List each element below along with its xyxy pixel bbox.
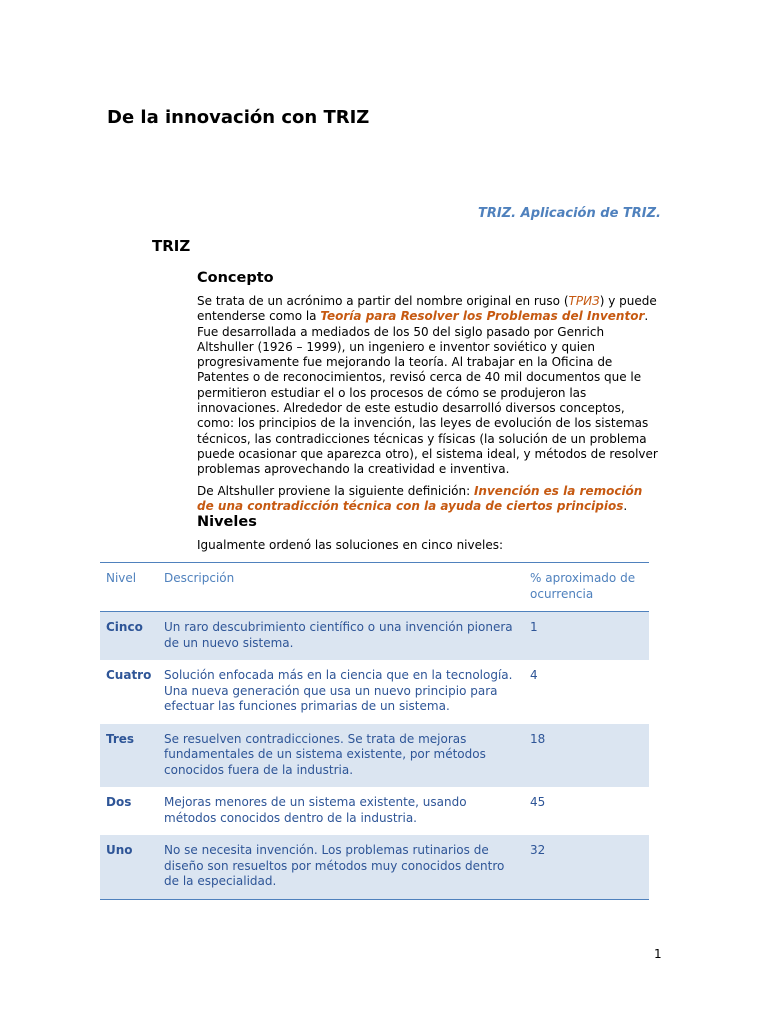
row-descripcion: Mejoras menores de un sistema existente, usando métodos conocidos dentro de la industria. <box>164 795 467 825</box>
theory-term: Teoría para Resolver los Problemas del Inventor <box>320 309 645 324</box>
row-pct: 4 <box>530 668 538 682</box>
document-title: De la innovación con TRIZ <box>107 107 370 128</box>
row-descripcion: Solución enfocada más en la ciencia que en la tecnología. Una nueva generación que usa un nuevo principio para efectuar las funciones primarias de un sistema. <box>164 668 513 713</box>
header-nivel: Nivel <box>100 563 158 612</box>
row-nivel: Cuatro <box>106 668 152 682</box>
header-ocurrencia: % aproximado de ocurrencia <box>524 563 649 612</box>
invention-definition: Invención es la remoción de una contradicción técnica con la ayuda de ciertos principios <box>197 483 643 513</box>
row-descripcion: Un raro descubrimiento científico o una invención pionera de un nuevo sistema. <box>158 612 524 661</box>
table-row <box>100 724 649 788</box>
page-number: 1 <box>654 947 662 961</box>
russian-term: ТРИЗ <box>568 294 600 308</box>
reference-link[interactable]: TRIZ. Aplicación de TRIZ. <box>478 206 661 221</box>
row-pct: 1 <box>524 612 649 661</box>
table-row <box>100 787 649 835</box>
row-descripcion: Se resuelven contradicciones. Se trata de mejoras fundamentales de un sistema existente, por métodos conocidos fuera de la industria. <box>158 724 524 788</box>
row-pct: 32 <box>524 835 649 899</box>
header-descripcion: Descripción <box>158 563 524 612</box>
row-nivel: Cinco <box>100 612 158 661</box>
table-row <box>100 835 649 899</box>
row-nivel: Uno <box>100 835 158 899</box>
concepto-section <box>197 270 663 520</box>
niveles-section <box>197 514 663 559</box>
table-row <box>100 612 649 661</box>
concepto-paragraph: Se trata de un acrónimo a partir del nombre original en ruso (ТРИЗ) y puede entenderse como la Teoría para Resolver los Problemas del Inventor. Fue desarrollada a mediados de los 50 del siglo pasado por Genrich Altshuller (1926 – 1999), un ingeniero e inventor soviético y quien progresivamente fue mejorando la teoría. Al trabajar en la Oficina de Patentes o de reconocimientos, revisó cerca de 40 mil documentos que le permitieron estudiar el o los procesos de cómo se produjeron las innovaciones. Alrededor de este estudio desarrolló diversos conceptos, como: los principios de la invención, las leyes de evolución de los sistemas técnicos, las contradicciones técnicas y físicas (la solución de un problema puede ocasionar que aparezca otro), el sistema ideal, y métodos de resolver problemas aprovechando la creatividad e inventiva. <box>197 294 658 477</box>
concepto-heading: Concepto <box>197 270 274 286</box>
row-nivel: Dos <box>106 795 132 809</box>
levels-table <box>100 562 649 900</box>
table-header-row <box>100 563 649 612</box>
niveles-intro: Igualmente ordenó las soluciones en cinco niveles: <box>197 538 503 552</box>
section-heading: TRIZ <box>152 237 191 255</box>
row-pct: 18 <box>524 724 649 788</box>
row-pct: 45 <box>530 795 546 809</box>
definition-paragraph: De Altshuller proviene la siguiente definición: Invención es la remoción de una contradicción técnica con la ayuda de ciertos principios. <box>197 483 643 513</box>
niveles-heading: Niveles <box>197 514 257 530</box>
row-descripcion: No se necesita invención. Los problemas rutinarios de diseño son resueltos por métodos muy conocidos dentro de la especialidad. <box>158 835 524 899</box>
row-nivel: Tres <box>100 724 158 788</box>
table-row <box>100 660 649 724</box>
